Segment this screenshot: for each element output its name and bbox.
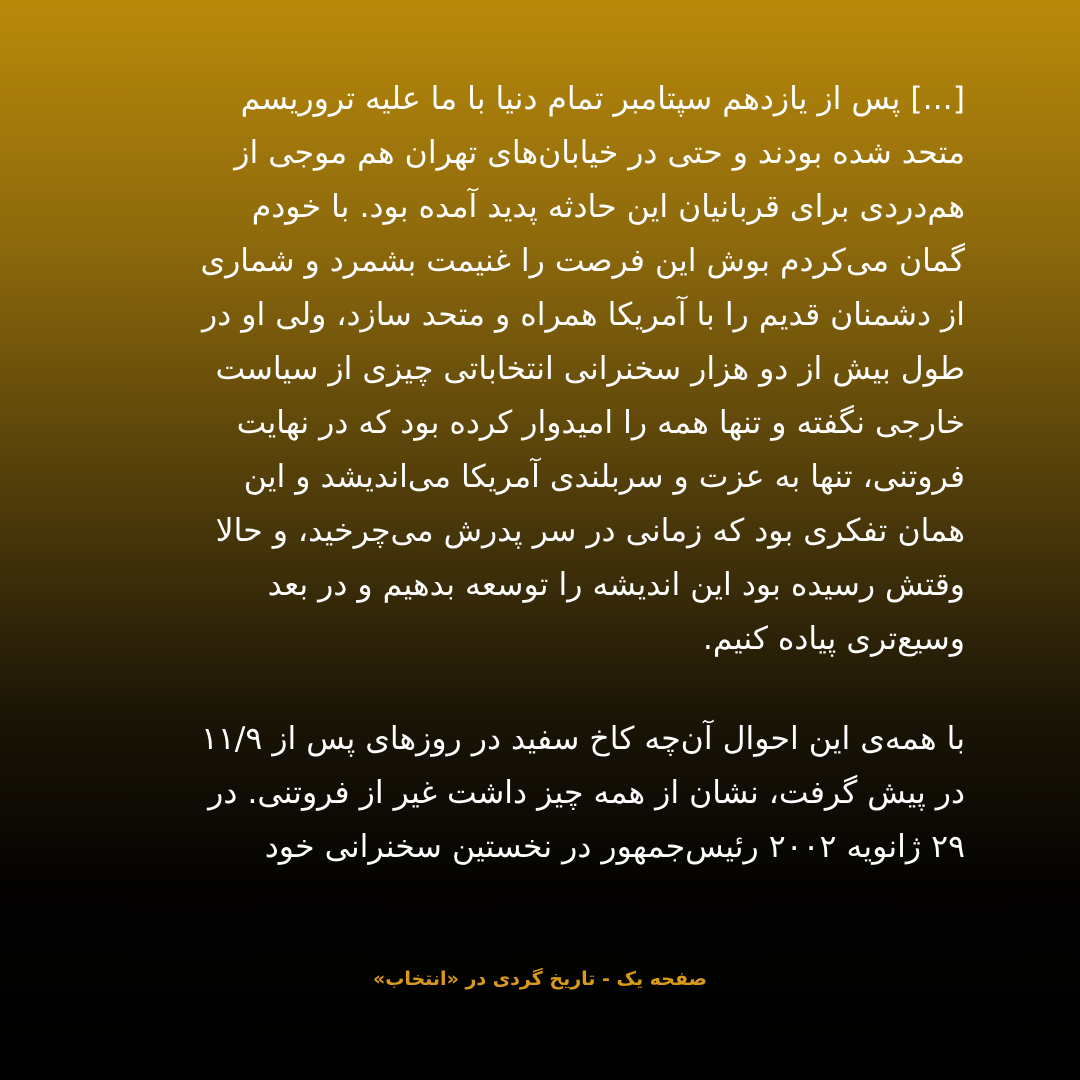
text-line: با همه‌ی این احوال آن‌چه کاخ سفید در روزهای پس از ۱۱/۹ <box>200 721 965 757</box>
text-line: وسیع‌تری پیاده کنیم. <box>702 621 965 657</box>
text-line: همان تفکری بود که زمانی در سر پدرش می‌چرخید، و حالا <box>215 513 965 549</box>
text-line: هم‌دردی برای قربانیان این حادثه پدید آمده بود. با خودم <box>251 189 965 225</box>
text-line: طول بیش از دو هزار سخنرانی انتخاباتی چیزی از سیاست <box>215 351 965 387</box>
paragraph-gap <box>120 666 965 712</box>
text-line: خارجی نگفته و تنها همه را امیدوار کرده بود که در نهایت <box>236 405 965 441</box>
text-line: وقتش رسیده بود این اندیشه را توسعه بدهیم و در بعد <box>267 567 965 603</box>
text-line: متحد شده بودند و حتی در خیابان‌های تهران هم موجی از <box>234 135 965 171</box>
paragraph-1 <box>120 72 965 666</box>
text-line: در پیش گرفت، نشان از همه چیز داشت غیر از فروتنی. در <box>208 775 965 811</box>
article-body <box>120 72 965 874</box>
text-line: از دشمنان قدیم را با آمریکا همراه و متحد سازد، ولی او در <box>202 297 965 333</box>
text-line: ۲۹ ژانویه ۲۰۰۲ رئیس‌جمهور در نخستین سخنرانی خود <box>264 829 965 865</box>
text-line: گمان می‌کردم بوش این فرصت را غنیمت بشمرد و شماری <box>200 243 965 279</box>
page-footer: صفحه یک - تاریخ گردی در «انتخاب» <box>372 968 708 990</box>
paragraph-2 <box>120 712 965 874</box>
text-line: [...] پس از یازدهم سپتامبر تمام دنیا با ما علیه تروریسم <box>240 81 965 117</box>
text-line: فروتنی، تنها به عزت و سربلندی آمریکا می‌اندیشد و این <box>243 459 965 495</box>
